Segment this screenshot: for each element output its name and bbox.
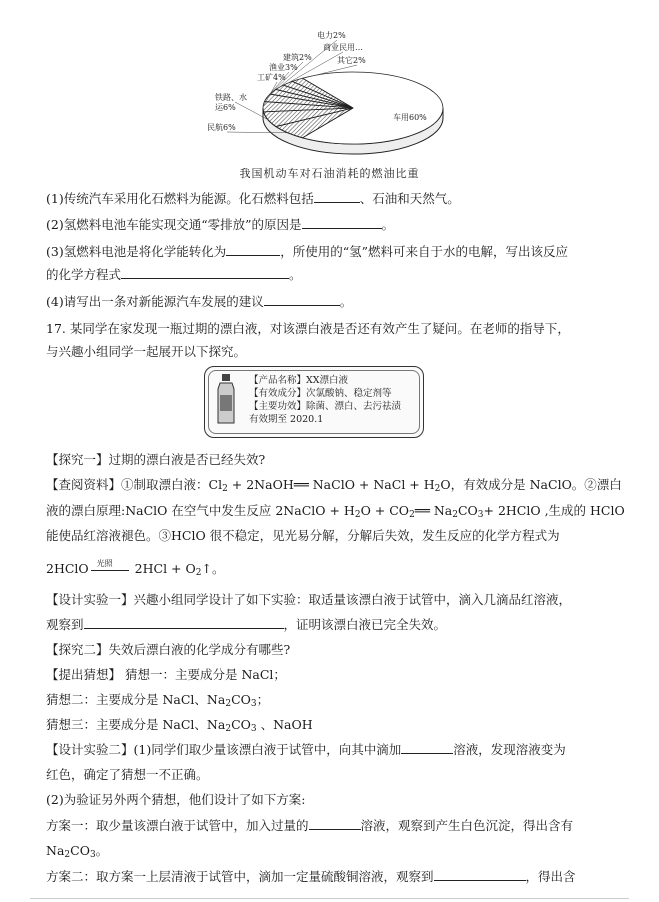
product-label-card [204, 366, 424, 438]
bottle-icon [215, 373, 237, 425]
pie-label-7: 商业民用… [323, 43, 363, 52]
question-16-3-cont: 的化学方程式 。 [46, 267, 302, 282]
question-16-3: (3)氢燃料电池是将化学能转化为 ，所使用的“氢”燃料可来自于水的电解，写出该反应 [46, 244, 569, 259]
experiment-one: 【设计实验一】兴趣小组同学设计了如下实验：取适量该漂白液于试管中，滴入几滴品红溶液， [46, 592, 572, 607]
reference-line-1: 【查阅资料】①制取漂白液：$Cl_2$ + 2NaOH══ NaClO + NaCl + $H_2O$，有效成分是 NaClO。②漂白 [46, 477, 622, 494]
reference-line-2: 液的漂白原理:NaClO 在空气中发生反应 2NaClO + $H_2O$ + $CO_2══$ $Na_2CO_3+$ 2HClO ,生成的 HClO [46, 503, 625, 520]
blank[interactable] [121, 266, 289, 279]
card-line-expiry: 有效期至 2020.1 [249, 414, 324, 425]
experiment-two: 【设计实验二】(1)同学们取少量该漂白液于试管中，向其中滴加 溶液，发现溶液变为 [46, 742, 566, 757]
pie-label-8: 其它2% [337, 56, 366, 65]
chart-caption: 我国机动车对石油消耗的燃油比重 [239, 167, 420, 180]
explore-one-heading: 【探究一】过期的漂白液是否已经失效? [46, 452, 266, 467]
blank[interactable] [309, 817, 361, 830]
experiment-two-cont: 红色，确定了猜想一不正确。 [46, 767, 209, 782]
pie-chart [205, 20, 455, 170]
pie-label-0: 车用60% [393, 113, 427, 122]
blank[interactable] [434, 868, 526, 881]
question-16-1: (1)传统汽车采用化石燃料为能源。化石燃料包括 、石油和天然气。 [46, 191, 460, 206]
question-17-intro-cont: 与兴趣小组同学一起展开以下探究。 [46, 344, 247, 359]
pie-label-4: 渔业3% [269, 63, 298, 72]
blank[interactable] [302, 216, 382, 229]
reference-line-3: 能使品红溶液褪色。③HClO 很不稳定，见光易分解，分解后失效，发生反应的化学方程式为 [46, 528, 560, 543]
blank[interactable] [401, 741, 453, 754]
question-16-4: (4)请写出一条对新能源汽车发展的建议 。 [46, 294, 353, 309]
pie-label-3: 工矿4% [257, 73, 286, 82]
card-line-name: 【产品名称】XX漂白液 [249, 375, 349, 386]
guess-one: 【提出猜想】 猜想一：主要成分是 NaCl； [46, 667, 286, 682]
question-16-2: (2)氢燃料电池车能实现交通“零排放”的原因是 。 [46, 217, 395, 232]
blank[interactable] [84, 616, 284, 629]
experiment-one-cont: 观察到 ，证明该漂白液已完全失效。 [46, 617, 447, 632]
guess-three: 猜想三：主要成分是 NaCl、$Na_2CO_3$ 、NaOH [46, 717, 313, 734]
plan-two: 方案二：取方案一上层清液于试管中，滴加一定量硫酸铜溶液，观察到 ，得出含 [46, 869, 576, 884]
equation-arrow: 光照 [89, 563, 131, 577]
question-17-intro: 17. 某同学在家发现一瓶过期的漂白液，对该漂白液是否还有效产生了疑问。在老师的指导下， [46, 321, 570, 336]
blank[interactable] [314, 190, 360, 203]
explore-two-heading: 【探究二】失效后漂白液的化学成分有哪些? [46, 642, 291, 657]
pie-label-2: 铁路、水运6% [215, 93, 247, 112]
card-line-ingredient: 【有效成分】次氯酸钠、稳定剂等 [249, 388, 392, 399]
pie-label-1: 民航6% [207, 123, 236, 132]
pie-slices [263, 72, 443, 144]
page-bottom-rule [30, 898, 629, 899]
plan-one-cont: $Na_2CO_3$。 [46, 843, 109, 860]
pie-label-5: 建筑2% [283, 53, 312, 62]
guess-two: 猜想二：主要成分是 NaCl、$Na_2CO_3$； [46, 692, 270, 709]
plan-one: 方案一：取少量该漂白液于试管中，加入过量的 溶液，观察到产生白色沉淀，得出含有 [46, 818, 574, 833]
pie-label-6: 电力2% [317, 31, 346, 40]
decomposition-equation: 2HClO 光照 $2HCl + O_2↑$。 [46, 558, 225, 578]
experiment-two-part2: (2)为验证另外两个猜想，他们设计了如下方案: [46, 792, 306, 807]
card-text [249, 374, 401, 426]
blank[interactable] [226, 243, 280, 256]
card-line-function: 【主要功效】除菌、漂白、去污祛渍 [249, 401, 402, 412]
blank[interactable] [264, 293, 340, 306]
